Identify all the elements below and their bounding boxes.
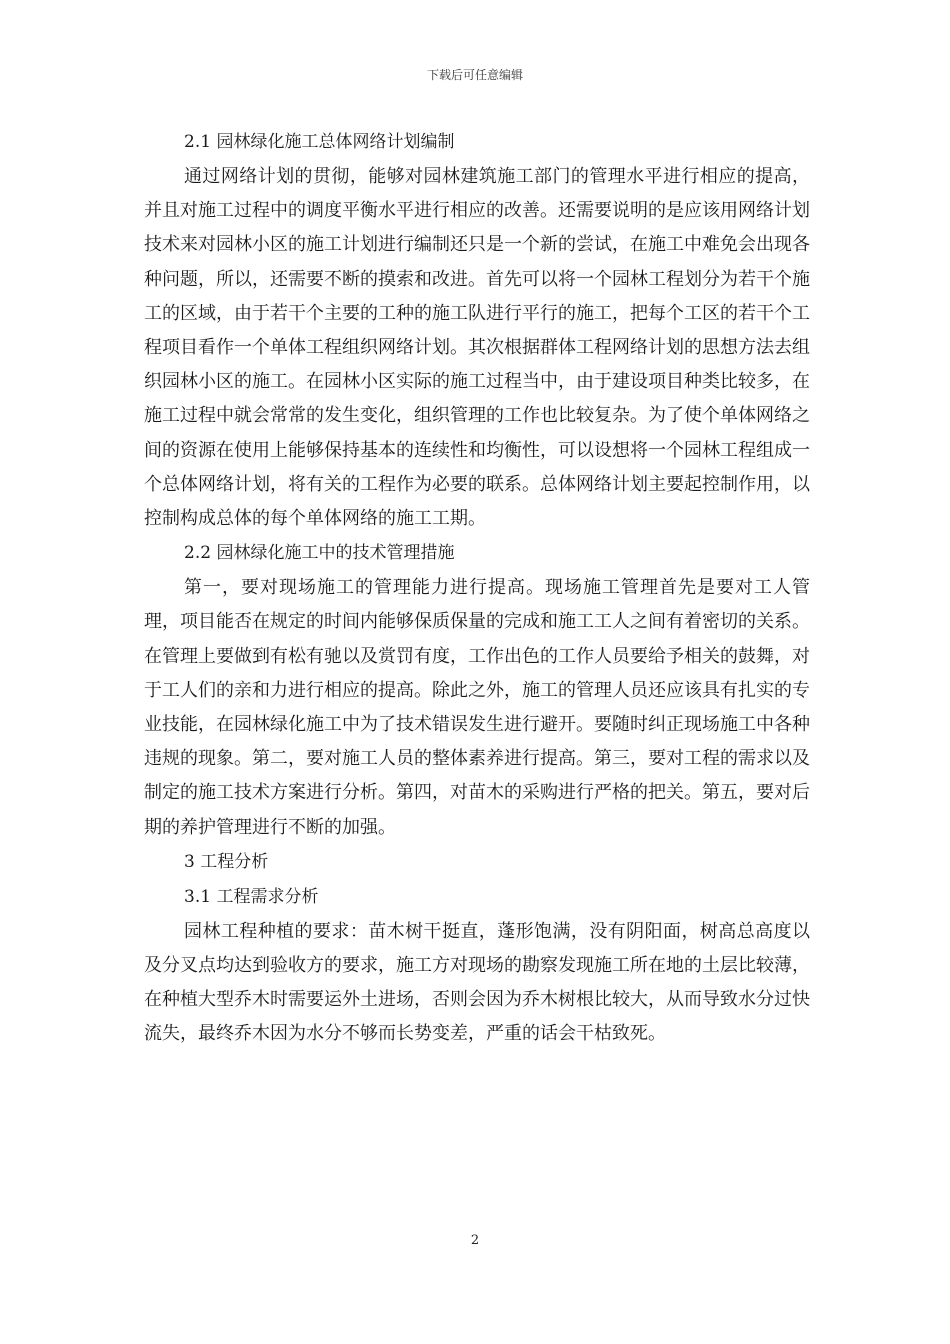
section-paragraph-2-1: 通过网络计划的贯彻，能够对园林建筑施工部门的管理水平进行相应的提高，并且对施工过程中的调度平衡水平进行相应的改善。还需要说明的是应该用网络计划技术来对园林小区的施工计划进行编制还只是一个新的尝试，在施工中难免会出现各种问题，所以，还需要不断的摸索和改进。首先可以将一个园林工程划分为若干个施工的区域，由于若干个主要的工种的施工队进行平行的施工，把每个工区的若干个工程项目看作一个单体工程组织网络计划。其次根据群体工程网络计划的思想方法去组织园林小区的施工。在园林小区实际的施工过程当中，由于建设项目种类比较多，在施工过程中就会常常的发生变化，组织管理的工作也比较复杂。为了使个单体网络之间的资源在使用上能够保持基本的连续性和均衡性，可以设想将一个园林工程组成一个总体网络计划，将有关的工程作为必要的联系。总体网络计划主要起控制作用，以控制构成总体的每个单体网络的施工工期。 xyxy=(144,166,810,530)
section-heading-2-1: 2.1 园林绿化施工总体网络计划编制 xyxy=(184,132,455,152)
section-paragraph-2-2: 第一，要对现场施工的管理能力进行提高。现场施工管理首先是要对工人管理，项目能否在规定的时间内能够保质保量的完成和施工工人之间有着密切的关系。在管理上要做到有松有驰以及赏罚有度，工作出色的工作人员要给予相关的鼓舞，对于工人们的亲和力进行相应的提高。除此之外，施工的管理人员还应该具有扎实的专业技能，在园林绿化施工中为了技术错误发生进行避开。要随时纠正现场施工中各种违规的现象。第二，要对施工人员的整体素养进行提高。第三，要对工程的需求以及制定的施工技术方案进行分析。第四，对苗木的采购进行严格的把关。第五，要对后期的养护管理进行不断的加强。 xyxy=(144,577,810,838)
document-body xyxy=(144,125,810,1052)
section-heading-2-2: 2.2 园林绿化施工中的技术管理措施 xyxy=(184,543,455,564)
page-number: 2 xyxy=(470,1233,480,1248)
section-heading-3-1: 3.1 工程需求分析 xyxy=(184,886,319,907)
section-paragraph-3-1: 园林工程种植的要求：苗木树干挺直，蓬形饱满，没有阴阳面，树高总高度以及分叉点均达到验收方的要求，施工方对现场的勘察发现施工所在地的土层比较薄，在种植大型乔木时需要运外土进场，否则会因为乔木树根比较大，从而导致水分过快流失，最终乔木因为水分不够而长势变差，严重的话会干枯致死。 xyxy=(144,920,810,1045)
section-heading-3: 3 工程分析 xyxy=(184,851,269,872)
header-note: 下载后可任意编辑 xyxy=(426,68,523,82)
